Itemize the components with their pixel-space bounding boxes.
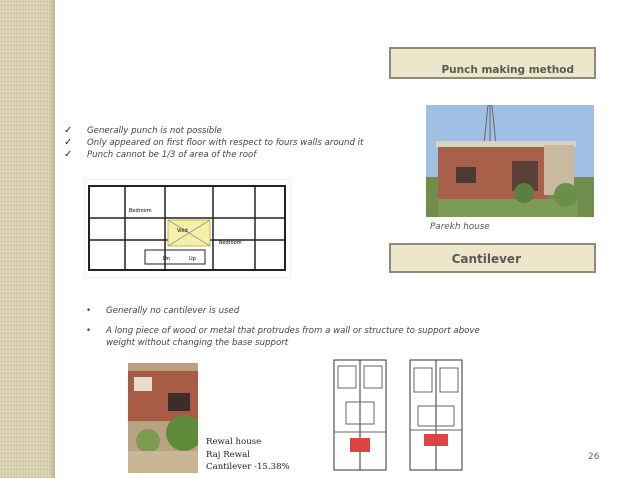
- rewal-house-photo: [128, 363, 198, 473]
- floor-plan-image: [84, 179, 291, 278]
- punch-point-text: Generally punch is not possible: [87, 126, 222, 136]
- rewal-plan-left: [332, 358, 388, 472]
- list-item: [86, 325, 506, 349]
- bullet-icon: •: [86, 306, 92, 316]
- plan-label-up: Up: [189, 256, 196, 262]
- plan-label-dn: Dn: [163, 256, 171, 262]
- list-item: [64, 149, 363, 161]
- page-number: 26: [588, 452, 600, 462]
- rewal-architect: Raj Rewal: [206, 449, 250, 460]
- plan-label-bedroom-top: Bedroom: [129, 208, 152, 214]
- punch-point-text: Only appeared on first floor with respect to fours walls around it: [87, 138, 364, 148]
- parekh-caption: Parekh house: [430, 222, 490, 232]
- rewal-cantilever-percent: Cantilever -15.38%: [206, 462, 290, 472]
- decorative-side-band: [0, 0, 55, 478]
- rewal-plan-right: [408, 358, 464, 472]
- plan-label-bedroom-mid: Bedroom: [219, 240, 242, 246]
- cantilever-point-text: Generally no cantilever is used: [106, 306, 240, 316]
- list-item: [86, 305, 506, 317]
- punch-point-text: Punch cannot be 1/3 of area of the roof: [87, 150, 257, 160]
- punch-points-list: [64, 125, 363, 161]
- punch-heading: Punch making method: [441, 64, 574, 76]
- cantilever-point-text: A long piece of wood or metal that protrudes from a wall or structure to support above weight without changing the base support: [106, 326, 480, 348]
- punch-heading-box: [389, 47, 596, 79]
- check-icon: ✓: [64, 125, 73, 136]
- check-icon: ✓: [64, 149, 73, 160]
- cantilever-points-list: [86, 305, 506, 357]
- cantilever-heading: Cantilever: [451, 252, 521, 266]
- rewal-house-info: [206, 436, 290, 474]
- bullet-icon: •: [86, 326, 92, 336]
- list-item: [64, 137, 363, 149]
- list-item: [64, 125, 363, 137]
- check-icon: ✓: [64, 137, 73, 148]
- cantilever-heading-box: [389, 243, 596, 273]
- rewal-name: Rewal house: [206, 437, 262, 447]
- plan-label-void: Void: [177, 228, 188, 234]
- parekh-house-photo: [426, 105, 594, 217]
